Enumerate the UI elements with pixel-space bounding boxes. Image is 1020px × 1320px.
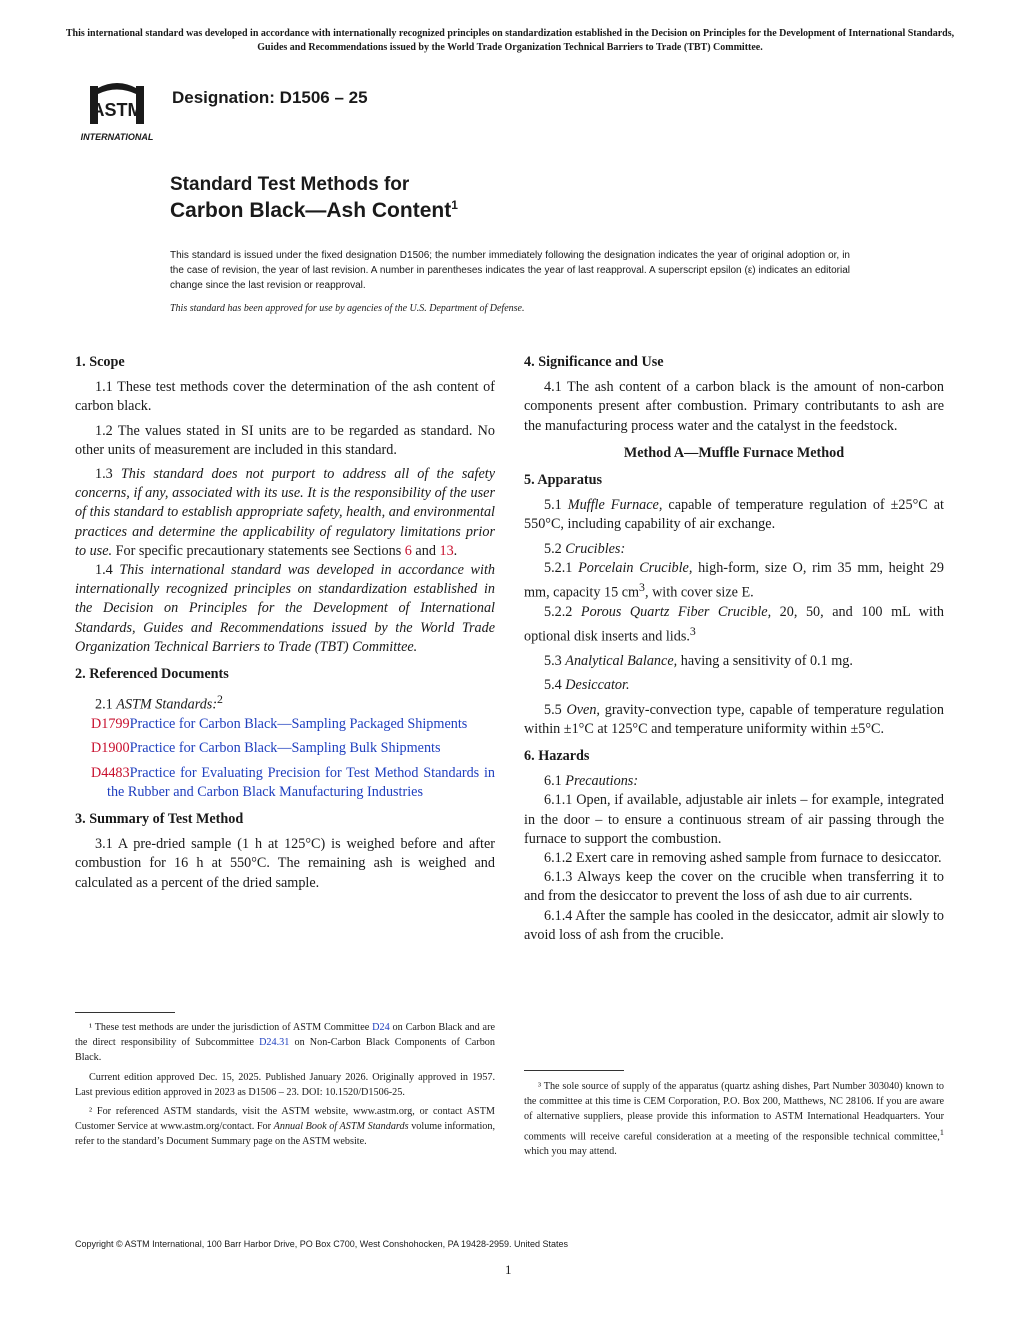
footnote-3: ³ The sole source of supply of the apparatus (quartz ashing dishes, Part Number 303040) known to the committee at this time is CEM Corporation, P.O. Box 200, Matthews, NC 28106. If you are aware of alternative suppliers, please provide this information to ASTM International Headquarters. Your comments will receive careful consideration at a meeting of the responsible technical committee,$^1$ which you may attend. [524, 1081, 944, 1158]
section-heading-apparatus: 5. Apparatus [524, 472, 603, 489]
para-4-1: 4.1 The ash content of a carbon black is the amount of non-carbon components present after combustion. Primary contributants to ash are the manufacturing process water and the catalyst in the feedstock. [524, 379, 944, 434]
title-footnote-ref: 1 [451, 198, 458, 212]
title-line-1: Standard Test Methods for [170, 174, 410, 195]
title-line-2 [170, 198, 458, 223]
para-1-4: 1.4 This international standard was developed in accordance with internationally recognized principles on standardization established in the Decision on Principles for the Development of International Standards, Guides and Recommendations issued by the World Trade Organization Technical Barriers to Trade (TBT) Committee. [75, 562, 495, 655]
astm-logo [72, 76, 162, 144]
footnote-1-edition: Current edition approved Dec. 15, 2025. Published January 2026. Originally approved in 1957. Last previous edition approved in 2023 as D1506 – 23. DOI: 10.1520/D1506-25. [75, 1071, 495, 1098]
section-13-link[interactable]: 13 [439, 542, 454, 559]
ref-code[interactable]: D1799 [91, 716, 130, 733]
designation: Designation: D1506 – 25 [172, 88, 368, 107]
para-1-3-italic: This standard does not purport to address all of the safety concerns, if any, associated with its use. It is the responsibility of the user of this standard to establish appropriate safety, health, and environmental practices and determine the applicability of regulatory limitations prior to use. [75, 466, 495, 559]
para-3-1: 3.1 A pre-dried sample (1 h at 125°C) is weighed before and after combustion for 16 h at 550°C. The remaining ash is weighed and calculated as a percent of the dried sample. [75, 836, 495, 891]
para-6-1-3: 6.1.3 Always keep the cover on the crucible when transferring it to and from the desiccator to prevent the loss of ash due to air currents. [524, 869, 944, 905]
section-heading-scope: 1. Scope [75, 354, 125, 370]
section-heading-summary: 3. Summary of Test Method [75, 811, 244, 827]
copyright: Copyright © ASTM International, 100 Barr Harbor Drive, PO Box C700, West Conshohocken, PA 19428-2959. United States [75, 1239, 569, 1249]
astm-logo-mark [90, 83, 144, 124]
right-column [524, 345, 944, 945]
para-2-1: 2.1 ASTM Standards:$^2$ [95, 692, 223, 713]
section-6-link[interactable]: 6 [404, 542, 412, 559]
committee-d24-link[interactable]: D24 [372, 1022, 390, 1033]
para-5-2-1: 5.2.1 Porcelain Crucible, high-form, size O, rim 35 mm, height 29 mm, capacity 15 $cm^3$, with cover size E. [524, 559, 944, 601]
ref-d4483[interactable] [75, 764, 495, 802]
para-1-1: 1.1 These test methods cover the determination of the ash content of carbon black. [75, 379, 495, 415]
method-a-heading: Method A—Muffle Furnace Method [623, 444, 845, 461]
para-6-1-1: 6.1.1 Open, if available, adjustable air inlets – for example, integrated in the door – to ensure a continuous stream of air passing through the furnace to support the combustion. [524, 792, 944, 847]
issuance-note: This standard is issued under the fixed designation D1506; the number immediately following the designation indicates the year of original adoption or, in the case of revision, the year of last revision. A number in parentheses indicates the year of last reapproval. A superscript epsilon (ε) indicates an editorial change since the last revision or reapproval. [170, 250, 850, 291]
section-heading-significance: 4. Significance and Use [524, 354, 664, 370]
para-5-5: 5.5 Oven, gravity-convection type, capable of temperature regulation within ±1°C at 125°C and temperature uniformity within ±5°C. [524, 701, 944, 737]
para-1-2: 1.2 The values stated in SI units are to be regarded as standard. No other units of measurement are included in this standard. [75, 422, 495, 458]
title-text: Carbon Black—Ash Content [170, 199, 452, 222]
footnote-1: ¹ These test methods are under the jurisdiction of ASTM Committee D24 on Carbon Black and are the direct responsibility of Subcommittee D24.31 on Non-Carbon Black Components of Carbon Black. [75, 1022, 495, 1064]
ref-code[interactable]: D1900 [91, 740, 130, 757]
ref-d1900[interactable] [75, 739, 495, 758]
para-5-4: 5.4 Desiccator. [544, 677, 630, 694]
footnotes-right [524, 1079, 944, 1163]
ref-title[interactable]: Practice for Carbon Black—Sampling Bulk Shipments [129, 740, 441, 757]
para-5-2-2: 5.2.2 Porous Quartz Fiber Crucible, 20, 50, and 100 mL with optional disk inserts and lids.$^3$ [524, 603, 944, 645]
para-5-1: 5.1 Muffle Furnace, capable of temperature regulation of ±25°C at 550°C, including capability of air exchange. [524, 497, 944, 533]
footnote-rule-left [75, 1012, 175, 1013]
ref-title[interactable]: Practice for Evaluating Precision for Test Method Standards in the Rubber and Carbon Black Manufacturing Industries [107, 764, 495, 800]
para-5-2: 5.2 Crucibles: [544, 540, 626, 557]
ref-code[interactable]: D4483 [91, 764, 130, 781]
para-6-1-4: 6.1.4 After the sample has cooled in the desiccator, admit air slowly to avoid loss of ash from the crucible. [524, 907, 944, 943]
subcommittee-link[interactable]: D24.31 [259, 1037, 290, 1049]
footnote-rule-right [524, 1070, 624, 1071]
para-6-1-2: 6.1.2 Exert care in removing ashed sample from furnace to desiccator. [544, 849, 942, 866]
logo-subtext: INTERNATIONAL [80, 132, 154, 142]
section-heading-referenced: 2. Referenced Documents [75, 666, 229, 683]
para-5-3: 5.3 Analytical Balance, having a sensitivity of 0.1 mg. [544, 653, 853, 670]
header-notice: This international standard was developed in accordance with internationally recognized principles on standardization established in the Decision on Principles for the Development of International Standards, Guides and Recommendations issued by the World Trade Organization Technical Barriers to Trade (TBT) Committee. [65, 28, 955, 53]
footnote-2: ² For referenced ASTM standards, visit the ASTM website, www.astm.org, or contact ASTM Customer Service at www.astm.org/contact. For Annual Book of ASTM Standards volume information, refer to the standard’s Document Summary page on the ASTM website. [75, 1106, 496, 1148]
section-heading-hazards: 6. Hazards [524, 747, 590, 764]
footnotes-left [75, 1020, 495, 1154]
page-number: 1 [505, 1262, 512, 1277]
ref-title[interactable]: Practice for Carbon Black—Sampling Packaged Shipments [129, 716, 468, 733]
logo-text: ASTM [91, 100, 143, 120]
left-column [75, 345, 495, 898]
para-6-1: 6.1 Precautions: [544, 773, 639, 790]
para-1-3: 1.3 This standard does not purport to address all of the safety concerns, if any, associated with its use. It is the responsibility of the user of this standard to establish appropriate safety, health, and environmental practices and determine the applicability of regulatory limitations prior to use. For specific precautionary statements see Sections 6 and 13. [75, 466, 495, 559]
para-1-4-italic: This international standard was developed in accordance with internationally recognized principles on standardization established in the Decision on Principles for the Development of International Standards, Guides and Recommendations issued by the World Trade Organization Technical Barriers to Trade (TBT) Committee. [75, 562, 495, 655]
dod-note: This standard has been approved for use by agencies of the U.S. Department of Defense. [170, 303, 525, 314]
ref-d1799[interactable] [75, 715, 495, 734]
